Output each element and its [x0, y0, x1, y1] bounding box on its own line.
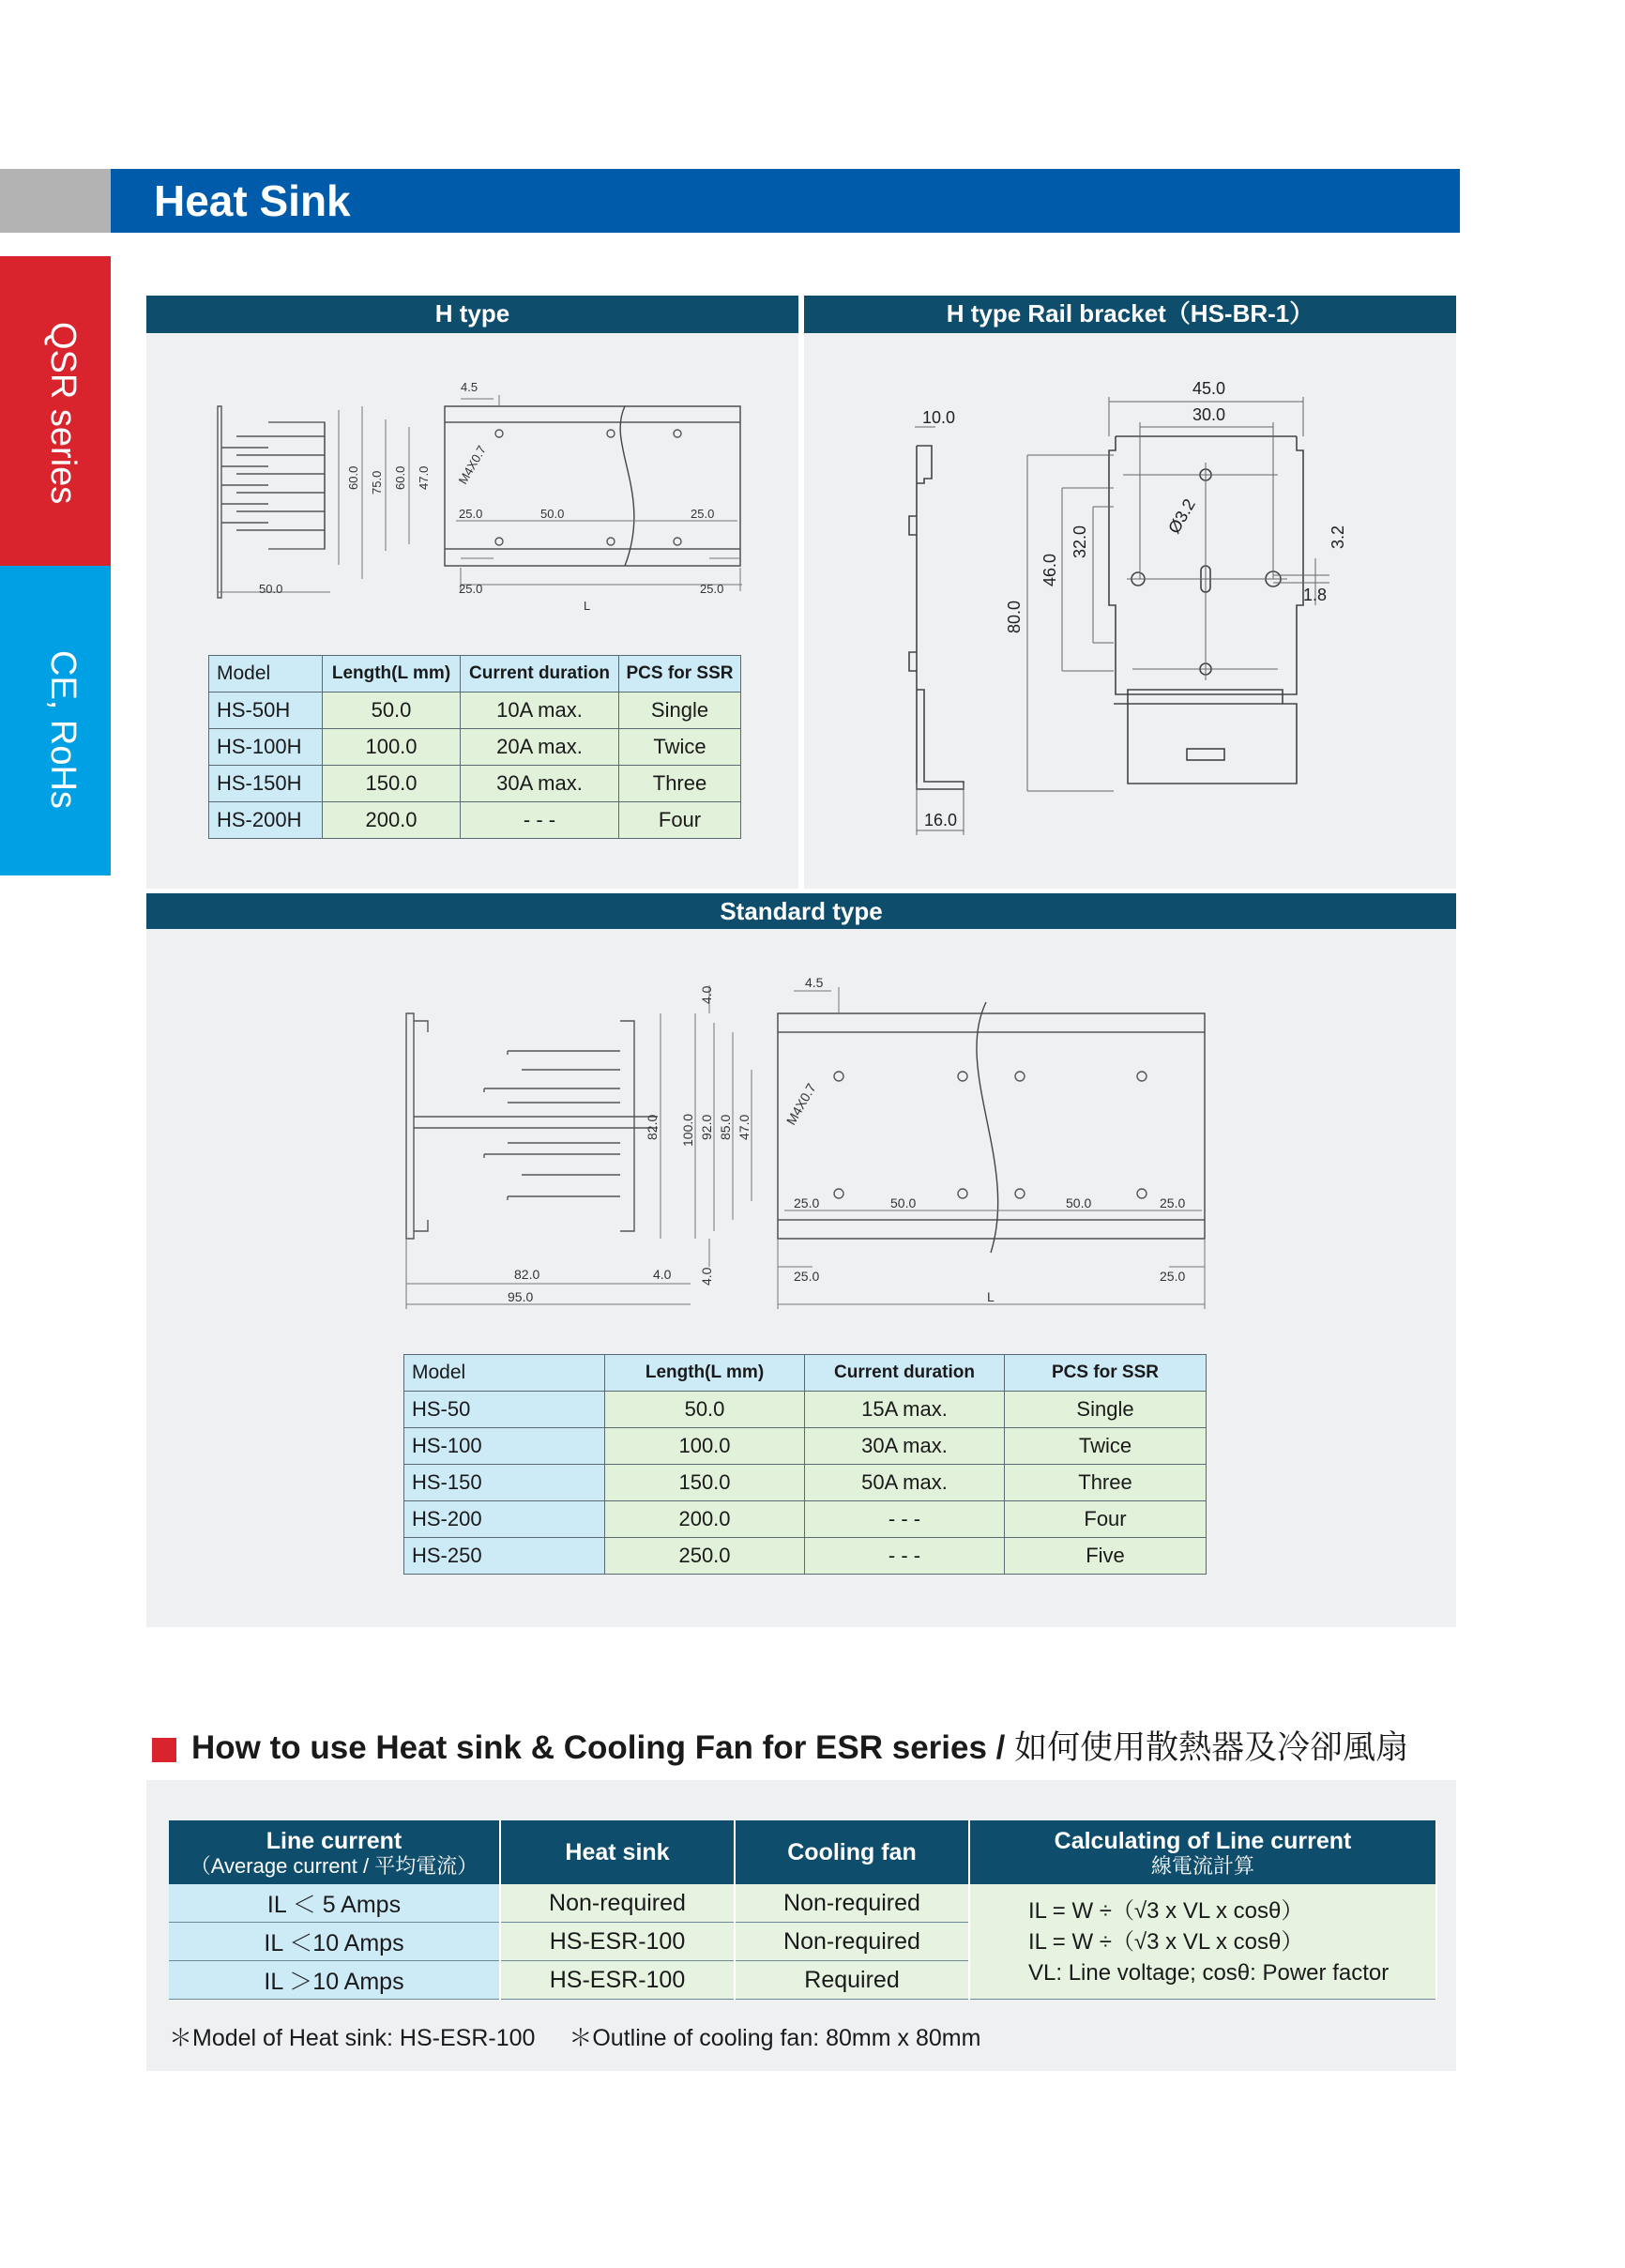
table-row: [209, 802, 741, 839]
table-row: [404, 1538, 1207, 1575]
table-cell: Twice: [619, 729, 741, 766]
table-cell: 200.0: [605, 1501, 805, 1538]
esr-header-cooling-fan: Cooling fan: [735, 1820, 969, 1884]
table-cell: HS-50: [404, 1392, 605, 1428]
table-row: [404, 1392, 1207, 1428]
std-dim-h-100: 100.0: [680, 1113, 695, 1147]
table-cell: IL ＜ 5 Amps: [169, 1884, 500, 1923]
howto-title: [191, 1727, 1408, 1770]
table-cell: HS-ESR-100: [500, 1923, 735, 1961]
table-cell: HS-200: [404, 1501, 605, 1538]
table-cell: Non-required: [735, 1923, 969, 1961]
table-row: [169, 1884, 1436, 1923]
standard-type-title: Standard type: [146, 893, 1456, 929]
h-table-header: Length(L mm): [323, 656, 461, 693]
table-cell: HS-100: [404, 1428, 605, 1465]
table-cell: HS-50H: [209, 693, 323, 729]
esr-calc-cell: [969, 1884, 1436, 2000]
esr-table: [169, 1820, 1437, 2000]
table-cell: 50A max.: [805, 1465, 1005, 1501]
calc-line: IL = W ÷（√3 x VL x cosθ）: [1028, 1928, 1304, 1955]
h-dim-height-outer: 60.0: [346, 465, 360, 490]
rb-dim-r-32: 3.2: [1329, 525, 1347, 549]
esr-header-calc: [969, 1820, 1436, 1884]
table-cell: HS-ESR-100: [500, 1961, 735, 2000]
h-dim-spacing-right: 25.0: [691, 507, 715, 521]
esr-header-heat-sink: Heat sink: [500, 1820, 735, 1884]
table-cell: Required: [735, 1961, 969, 2000]
table-cell: Four: [1005, 1501, 1207, 1538]
table-row: [209, 693, 741, 729]
howto-title-cn: 如何使用散熱器及冷卻風扇: [1014, 1729, 1409, 1766]
rail-bracket-title: H type Rail bracket（HS-BR-1）: [804, 296, 1456, 333]
h-dim-height-inner: 47.0: [417, 465, 431, 490]
esr-header-calc-sub: 線電流計算: [1150, 1853, 1254, 1878]
table-cell: Non-required: [500, 1884, 735, 1923]
h-dim-spacing-mid: 50.0: [540, 507, 565, 521]
std-dim-s2: 50.0: [890, 1195, 917, 1210]
table-cell: Five: [1005, 1538, 1207, 1575]
std-dim-s3: 50.0: [1066, 1195, 1092, 1210]
h-table-header: Current duration: [461, 656, 619, 693]
std-dim-s4: 25.0: [1160, 1195, 1186, 1210]
table-cell: - - -: [805, 1538, 1005, 1575]
std-dim-w4: 4.0: [653, 1267, 672, 1282]
calc-line: IL = W ÷（√3 x VL x cosθ）: [1028, 1897, 1304, 1924]
std-dim-top-gap: 4.0: [699, 985, 714, 1004]
table-cell: 250.0: [605, 1538, 805, 1575]
std-dim-h-47: 47.0: [737, 1114, 752, 1140]
rb-dim-w-outer: 45.0: [1192, 379, 1226, 398]
std-table-header: Length(L mm): [605, 1355, 805, 1392]
std-dim-top-offset: 4.5: [805, 975, 824, 990]
table-cell: Non-required: [735, 1884, 969, 1923]
std-table-header: PCS for SSR: [1005, 1355, 1207, 1392]
rb-dim-w-top: 10.0: [922, 408, 956, 427]
h-dim-bottom-right: 25.0: [700, 582, 724, 596]
std-dim-thread: M4X0.7: [782, 1080, 819, 1128]
h-type-table: [208, 655, 741, 839]
h-dim-height-mid: 60.0: [393, 465, 407, 490]
rb-dim-w-inner: 30.0: [1192, 405, 1226, 424]
std-dim-w95: 95.0: [508, 1289, 534, 1304]
h-type-title: H type: [146, 296, 798, 333]
table-cell: HS-150H: [209, 766, 323, 802]
esr-header-line-current-label: Line current: [266, 1827, 402, 1854]
table-cell: 200.0: [323, 802, 461, 839]
rb-dim-hole: Ø3.2: [1164, 495, 1199, 537]
section-bullet-icon: [152, 1738, 176, 1762]
note-heat-sink: ＊Model of Heat sink: HS-ESR-100: [169, 2025, 536, 2051]
header-gray-block: [0, 169, 111, 233]
std-dim-length: L: [987, 1289, 995, 1304]
calc-line: VL: Line voltage; cosθ: Power factor: [1028, 1959, 1390, 1986]
table-cell: 30A max.: [805, 1428, 1005, 1465]
std-dim-b1: 25.0: [794, 1269, 820, 1284]
table-row: [404, 1465, 1207, 1501]
standard-type-table: [403, 1354, 1207, 1575]
table-cell: 150.0: [323, 766, 461, 802]
std-dim-b2: 25.0: [1160, 1269, 1186, 1284]
rail-bracket-drawing: [804, 333, 1456, 877]
table-cell: Three: [619, 766, 741, 802]
table-row: [404, 1501, 1207, 1538]
rb-dim-h-80: 80.0: [1005, 600, 1024, 633]
std-table-header: Current duration: [805, 1355, 1005, 1392]
page-title: Heat Sink: [154, 176, 351, 225]
table-cell: 20A max.: [461, 729, 619, 766]
table-cell: - - -: [805, 1501, 1005, 1538]
std-table-header: Model: [404, 1355, 605, 1392]
esr-header-calc-label: Calculating of Line current: [1054, 1827, 1352, 1854]
table-cell: 30A max.: [461, 766, 619, 802]
table-cell: 100.0: [605, 1428, 805, 1465]
std-dim-h-82: 82.0: [645, 1114, 660, 1140]
table-cell: IL ＜10 Amps: [169, 1923, 500, 1961]
std-dim-s1: 25.0: [794, 1195, 820, 1210]
std-dim-bottom-gap: 4.0: [699, 1267, 714, 1286]
table-cell: 150.0: [605, 1465, 805, 1501]
esr-header-line-current-sub: （Average current / 平均電流）: [190, 1853, 478, 1878]
table-cell: Twice: [1005, 1428, 1207, 1465]
h-dim-thread: M4X0.7: [455, 443, 490, 487]
h-table-header: Model: [209, 656, 323, 693]
h-dim-bottom-left: 25.0: [459, 582, 483, 596]
std-dim-h-92: 92.0: [699, 1114, 714, 1140]
h-dim-length: L: [584, 599, 591, 613]
table-cell: HS-100H: [209, 729, 323, 766]
table-cell: 50.0: [605, 1392, 805, 1428]
table-cell: 100.0: [323, 729, 461, 766]
side-tab-series: [0, 256, 111, 566]
std-dim-w82: 82.0: [514, 1267, 540, 1282]
table-cell: HS-200H: [209, 802, 323, 839]
table-cell: Four: [619, 802, 741, 839]
std-dim-h-85: 85.0: [718, 1114, 733, 1140]
h-dim-height-total: 75.0: [370, 470, 384, 495]
table-cell: Three: [1005, 1465, 1207, 1501]
esr-header-line-current: [169, 1820, 500, 1884]
table-row: [209, 766, 741, 802]
table-cell: HS-250: [404, 1538, 605, 1575]
side-tab-series-label: QSR series: [43, 322, 83, 505]
table-row: [404, 1428, 1207, 1465]
table-cell: 10A max.: [461, 693, 619, 729]
h-dim-width: 50.0: [259, 582, 283, 596]
table-cell: Single: [619, 693, 741, 729]
side-tab-certs-label: CE, RoHs: [43, 650, 83, 809]
table-cell: HS-150: [404, 1465, 605, 1501]
table-cell: 15A max.: [805, 1392, 1005, 1428]
howto-notes: [169, 2019, 980, 2053]
h-dim-top-offset: 4.5: [461, 380, 478, 394]
h-dim-spacing-left: 25.0: [459, 507, 483, 521]
h-table-header: PCS for SSR: [619, 656, 741, 693]
rb-dim-h-32: 32.0: [1071, 525, 1089, 558]
table-cell: Single: [1005, 1392, 1207, 1428]
note-cooling-fan: ＊Outline of cooling fan: 80mm x 80mm: [569, 2025, 981, 2051]
howto-title-en: How to use Heat sink & Cooling Fan for ESR series /: [191, 1729, 1006, 1766]
h-type-drawing: [146, 333, 798, 633]
table-cell: - - -: [461, 802, 619, 839]
rb-dim-h-46: 46.0: [1040, 553, 1059, 586]
table-cell: IL ＞10 Amps: [169, 1961, 500, 2000]
table-cell: 50.0: [323, 693, 461, 729]
rb-dim-w-bottom: 16.0: [924, 811, 958, 830]
table-row: [209, 729, 741, 766]
rb-dim-r-18: 1.8: [1303, 586, 1328, 604]
standard-type-drawing: [146, 929, 1456, 1323]
side-tab-certs: [0, 566, 111, 875]
